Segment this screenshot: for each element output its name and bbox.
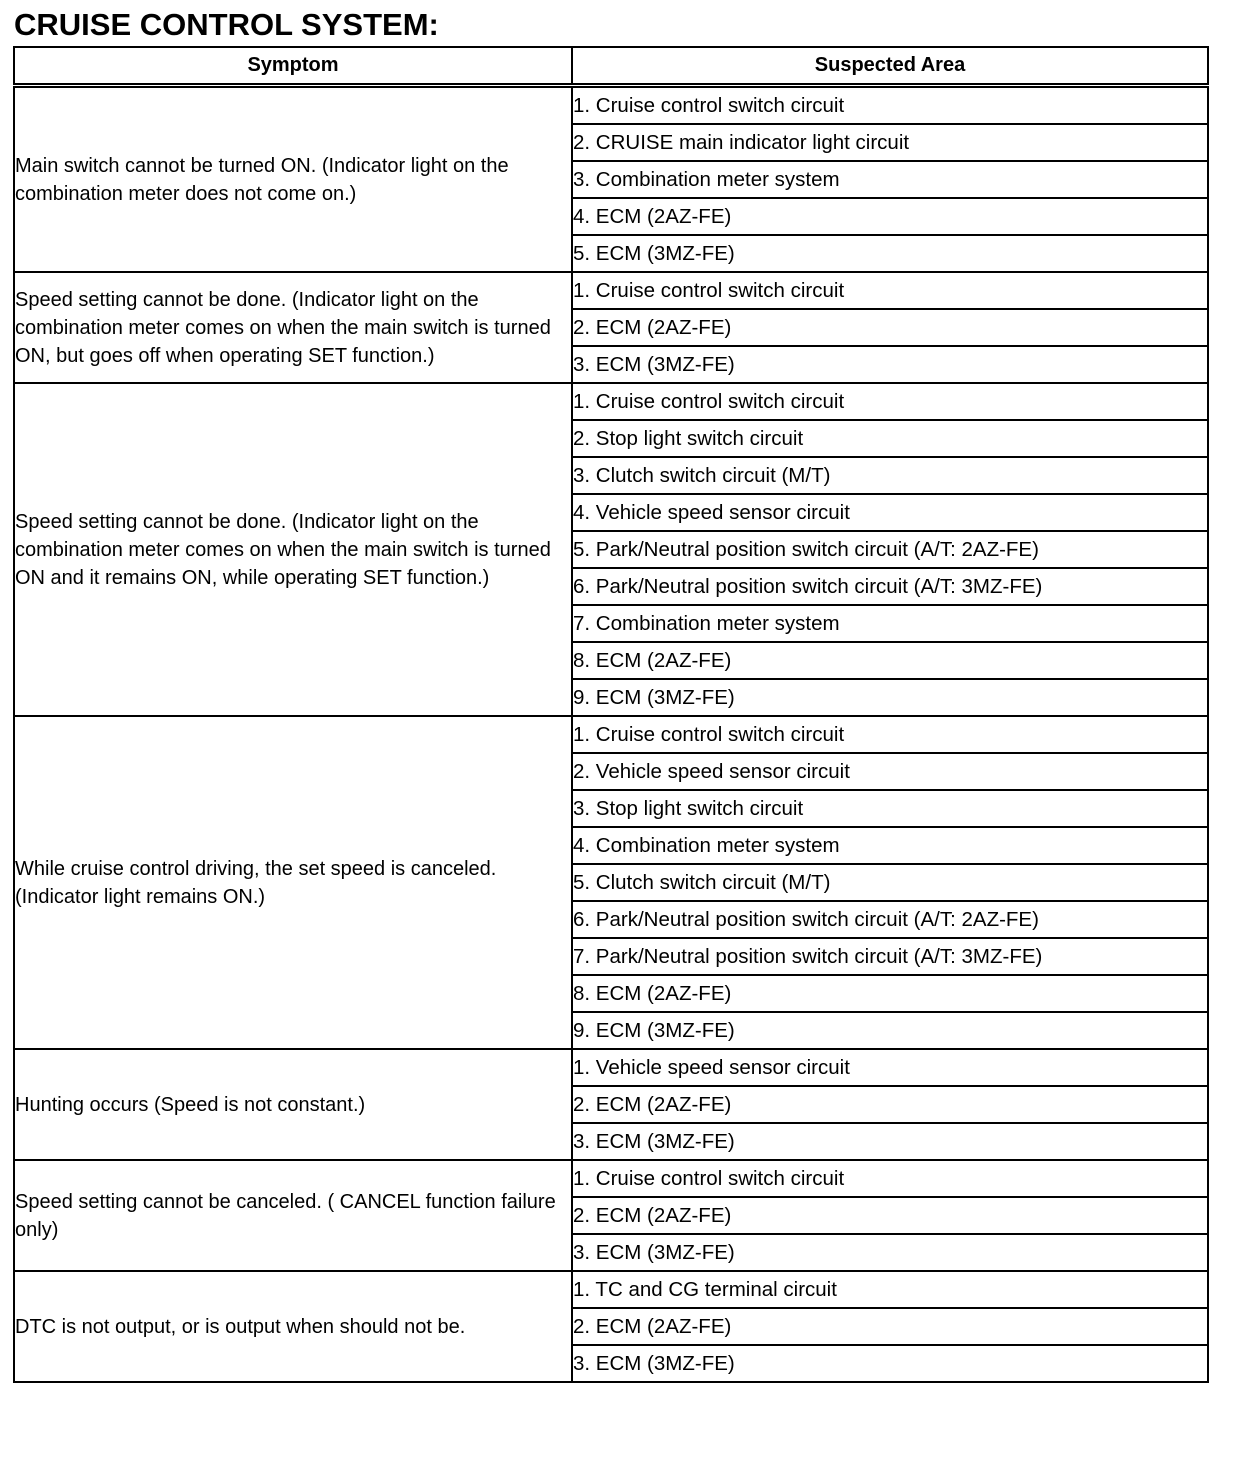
symptom-cell: Speed setting cannot be done. (Indicator light on the combination meter comes on when the main switch is turned ON and it remains ON, while operating SET function.) (14, 383, 572, 716)
suspected-area-cell: 4. Vehicle speed sensor circuit (572, 494, 1208, 531)
suspected-area-cell: 5. Clutch switch circuit (M/T) (572, 864, 1208, 901)
suspected-area-cell: 1. Vehicle speed sensor circuit (572, 1049, 1208, 1086)
suspected-area-cell: 3. ECM (3MZ-FE) (572, 1345, 1208, 1382)
suspected-area-cell: 3. ECM (3MZ-FE) (572, 1234, 1208, 1271)
table-row (14, 86, 1208, 125)
suspected-area-cell: 8. ECM (2AZ-FE) (572, 975, 1208, 1012)
suspected-area-cell: 3. ECM (3MZ-FE) (572, 1123, 1208, 1160)
suspected-area-cell: 4. Combination meter system (572, 827, 1208, 864)
suspected-area-cell: 3. Combination meter system (572, 161, 1208, 198)
symptom-cell: Speed setting cannot be done. (Indicator light on the combination meter comes on when the main switch is turned ON, but goes off when operating SET function.) (14, 272, 572, 383)
table-body (14, 86, 1208, 1383)
suspected-area-cell: 6. Park/Neutral position switch circuit (A/T: 3MZ-FE) (572, 568, 1208, 605)
table-row (14, 272, 1208, 309)
header-suspected-area: Suspected Area (572, 47, 1208, 86)
suspected-area-cell: 9. ECM (3MZ-FE) (572, 679, 1208, 716)
suspected-area-cell: 9. ECM (3MZ-FE) (572, 1012, 1208, 1049)
suspected-area-cell: 2. ECM (2AZ-FE) (572, 1197, 1208, 1234)
symptom-cell: Main switch cannot be turned ON. (Indicator light on the combination meter does not come on.) (14, 86, 572, 273)
suspected-area-cell: 2. Stop light switch circuit (572, 420, 1208, 457)
table-row (14, 383, 1208, 420)
suspected-area-cell: 3. ECM (3MZ-FE) (572, 346, 1208, 383)
suspected-area-cell: 1. Cruise control switch circuit (572, 86, 1208, 125)
suspected-area-cell: 2. ECM (2AZ-FE) (572, 1308, 1208, 1345)
table-row (14, 1271, 1208, 1308)
suspected-area-cell: 7. Combination meter system (572, 605, 1208, 642)
suspected-area-cell: 2. ECM (2AZ-FE) (572, 309, 1208, 346)
symptom-cell: Speed setting cannot be canceled. ( CANCEL function failure only) (14, 1160, 572, 1271)
suspected-area-cell: 1. TC and CG terminal circuit (572, 1271, 1208, 1308)
symptom-cell: While cruise control driving, the set speed is canceled. (Indicator light remains ON.) (14, 716, 572, 1049)
table-row (14, 1160, 1208, 1197)
suspected-area-cell: 6. Park/Neutral position switch circuit (A/T: 2AZ-FE) (572, 901, 1208, 938)
suspected-area-cell: 3. Stop light switch circuit (572, 790, 1208, 827)
suspected-area-cell: 1. Cruise control switch circuit (572, 716, 1208, 753)
suspected-area-cell: 8. ECM (2AZ-FE) (572, 642, 1208, 679)
suspected-area-cell: 1. Cruise control switch circuit (572, 1160, 1208, 1197)
header-symptom: Symptom (14, 47, 572, 86)
suspected-area-cell: 5. ECM (3MZ-FE) (572, 235, 1208, 272)
suspected-area-cell: 1. Cruise control switch circuit (572, 383, 1208, 420)
symptom-cell: Hunting occurs (Speed is not constant.) (14, 1049, 572, 1160)
page-title: CRUISE CONTROL SYSTEM: (14, 7, 439, 42)
suspected-area-cell: 3. Clutch switch circuit (M/T) (572, 457, 1208, 494)
table-row (14, 716, 1208, 753)
symptom-table (13, 46, 1209, 1383)
table-header-row (14, 47, 1208, 86)
table-row (14, 1049, 1208, 1086)
suspected-area-cell: 2. CRUISE main indicator light circuit (572, 124, 1208, 161)
suspected-area-cell: 5. Park/Neutral position switch circuit (A/T: 2AZ-FE) (572, 531, 1208, 568)
suspected-area-cell: 7. Park/Neutral position switch circuit (A/T: 3MZ-FE) (572, 938, 1208, 975)
suspected-area-cell: 1. Cruise control switch circuit (572, 272, 1208, 309)
suspected-area-cell: 4. ECM (2AZ-FE) (572, 198, 1208, 235)
symptom-cell: DTC is not output, or is output when should not be. (14, 1271, 572, 1382)
suspected-area-cell: 2. Vehicle speed sensor circuit (572, 753, 1208, 790)
suspected-area-cell: 2. ECM (2AZ-FE) (572, 1086, 1208, 1123)
